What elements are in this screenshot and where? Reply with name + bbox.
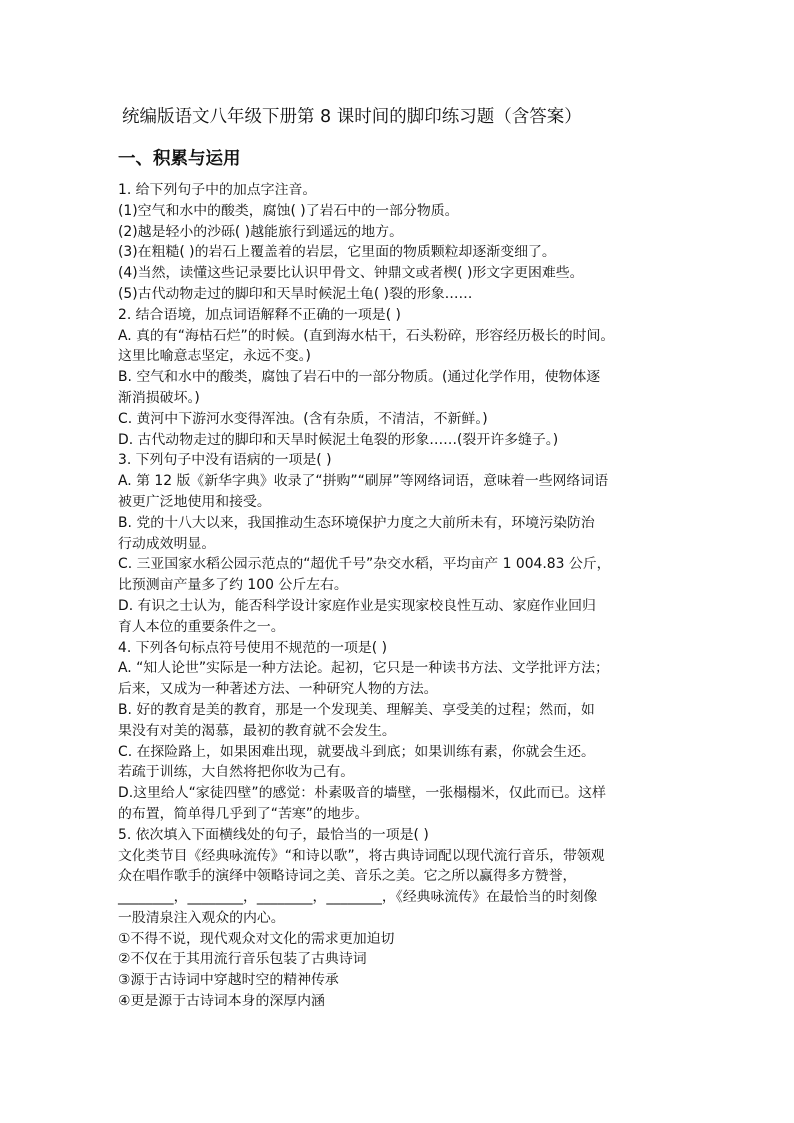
text-line: 后来，又成为一种著述方法、一种研究人物的方法。 — [118, 681, 438, 698]
text-line: 文化类节目《经典咏流传》“和诗以歌”，将古典诗词配以现代流行音乐，带领观 — [118, 847, 605, 864]
text-line: 4. 下列各句标点符号使用不规范的一项是( ) — [118, 639, 388, 656]
text-line: A. “知人论世”实际是一种方法论。起初，它只是一种读书方法、文学批评方法； — [118, 660, 609, 677]
text-line: 被更广泛地使用和接受。 — [118, 493, 271, 510]
text-line: ②不仅在于其用流行音乐包装了古典诗词 — [118, 951, 367, 968]
text-line: C. 在探险路上，如果困难出现，就要战斗到底；如果训练有素，你就会生还。 — [118, 743, 595, 760]
text-line: A. 第 12 版《新华字典》收录了“拼购”“刷屏”等网络词语，意味着一些网络词语 — [118, 473, 609, 490]
text-line: 若疏于训练，大自然将把你收为己有。 — [118, 764, 355, 781]
text-line: (4)当然，读懂这些记录要比认识甲骨文、钟鼎文或者楔( )形文字更困难些。 — [118, 265, 584, 282]
text-line: (3)在粗糙( )的岩石上覆盖着的岩层，它里面的物质颗粒却逐渐变细了。 — [118, 244, 556, 261]
text-line: C. 三亚国家水稻公园示范点的“超优千号”杂交水稻，平均亩产 1 004.83 公斤， — [118, 556, 611, 573]
text-line: 果没有对美的渴慕，最初的教育就不会发生。 — [118, 722, 396, 739]
text-line: (5)古代动物走过的脚印和天旱时候泥土龟( )裂的形象…… — [118, 285, 473, 302]
text-line: 3. 下列句子中没有语病的一项是( ) — [118, 452, 332, 469]
text-line: 一股清泉注入观众的内心。 — [118, 909, 285, 926]
text-line: ①不得不说，现代观众对文化的需求更加迫切 — [118, 930, 395, 947]
text-line: D. 有识之士认为，能否科学设计家庭作业是实现家校良性互动、家庭作业回归 — [118, 597, 596, 614]
text-line: (2)越是轻小的沙砾( )越能旅行到遥远的地方。 — [118, 223, 403, 240]
text-line: B. 党的十八大以来，我国推动生态环境保护力度之大前所未有，环境污染防治 — [118, 514, 595, 531]
document-title: 统编版语文八年级下册第 8 课时间的脚印练习题（含答案） — [122, 107, 582, 127]
text-line: 的布置，简单得几乎到了“苦寒”的地步。 — [118, 805, 369, 822]
text-line: ________，________，________，________，《经典咏流传》在最恰当的时刻像 — [118, 889, 598, 906]
text-line: 2. 结合语境，加点词语解释不正确的一项是( ) — [118, 306, 401, 323]
section-heading: 一、积累与运用 — [118, 149, 241, 169]
text-line: ③源于古诗词中穿越时空的精神传承 — [118, 972, 339, 989]
text-line: 这里比喻意志坚定，永远不变。) — [118, 348, 311, 365]
text-line: B. 空气和水中的酸类，腐蚀了岩石中的一部分物质。(通过化学作用，使物体逐 — [118, 369, 601, 386]
text-line: C. 黄河中下游河水变得浑浊。(含有杂质，不清洁，不新鲜。) — [118, 410, 488, 427]
text-line: B. 好的教育是美的教育，那是一个发现美、理解美、享受美的过程；然而，如 — [118, 701, 595, 718]
text-line: 育人本位的重要条件之一。 — [118, 618, 285, 635]
text-line: A. 真的有“海枯石烂”的时候。(直到海水枯干，石头粉碎，形容经历极长的时间。 — [118, 327, 615, 344]
text-line: (1)空气和水中的酸类，腐蚀( )了岩石中的一部分物质。 — [118, 202, 459, 219]
text-line: 行动成效明显。 — [118, 535, 216, 552]
text-line: 1. 给下列句子中的加点字注音。 — [118, 182, 317, 198]
document-body — [118, 180, 688, 1012]
text-line: 众在唱作歌手的演绎中领略诗词之美、音乐之美。它之所以赢得多方赞誉， — [118, 868, 577, 885]
text-line: 比预测亩产量多了约 100 公斤左右。 — [118, 577, 348, 594]
text-line: ④更是源于古诗词本身的深厚内涵 — [118, 993, 325, 1010]
text-line: D. 古代动物走过的脚印和天旱时候泥土龟裂的形象……(裂开许多缝子。) — [118, 431, 559, 448]
text-line: 5. 依次填入下面横线处的句子，最恰当的一项是( ) — [118, 826, 429, 843]
text-line: 渐消损破坏。) — [118, 389, 200, 406]
text-line: D.这里给人“家徒四壁”的感觉：朴素吸音的墙壁，一张榻榻米，仅此而已。这样 — [118, 785, 606, 802]
